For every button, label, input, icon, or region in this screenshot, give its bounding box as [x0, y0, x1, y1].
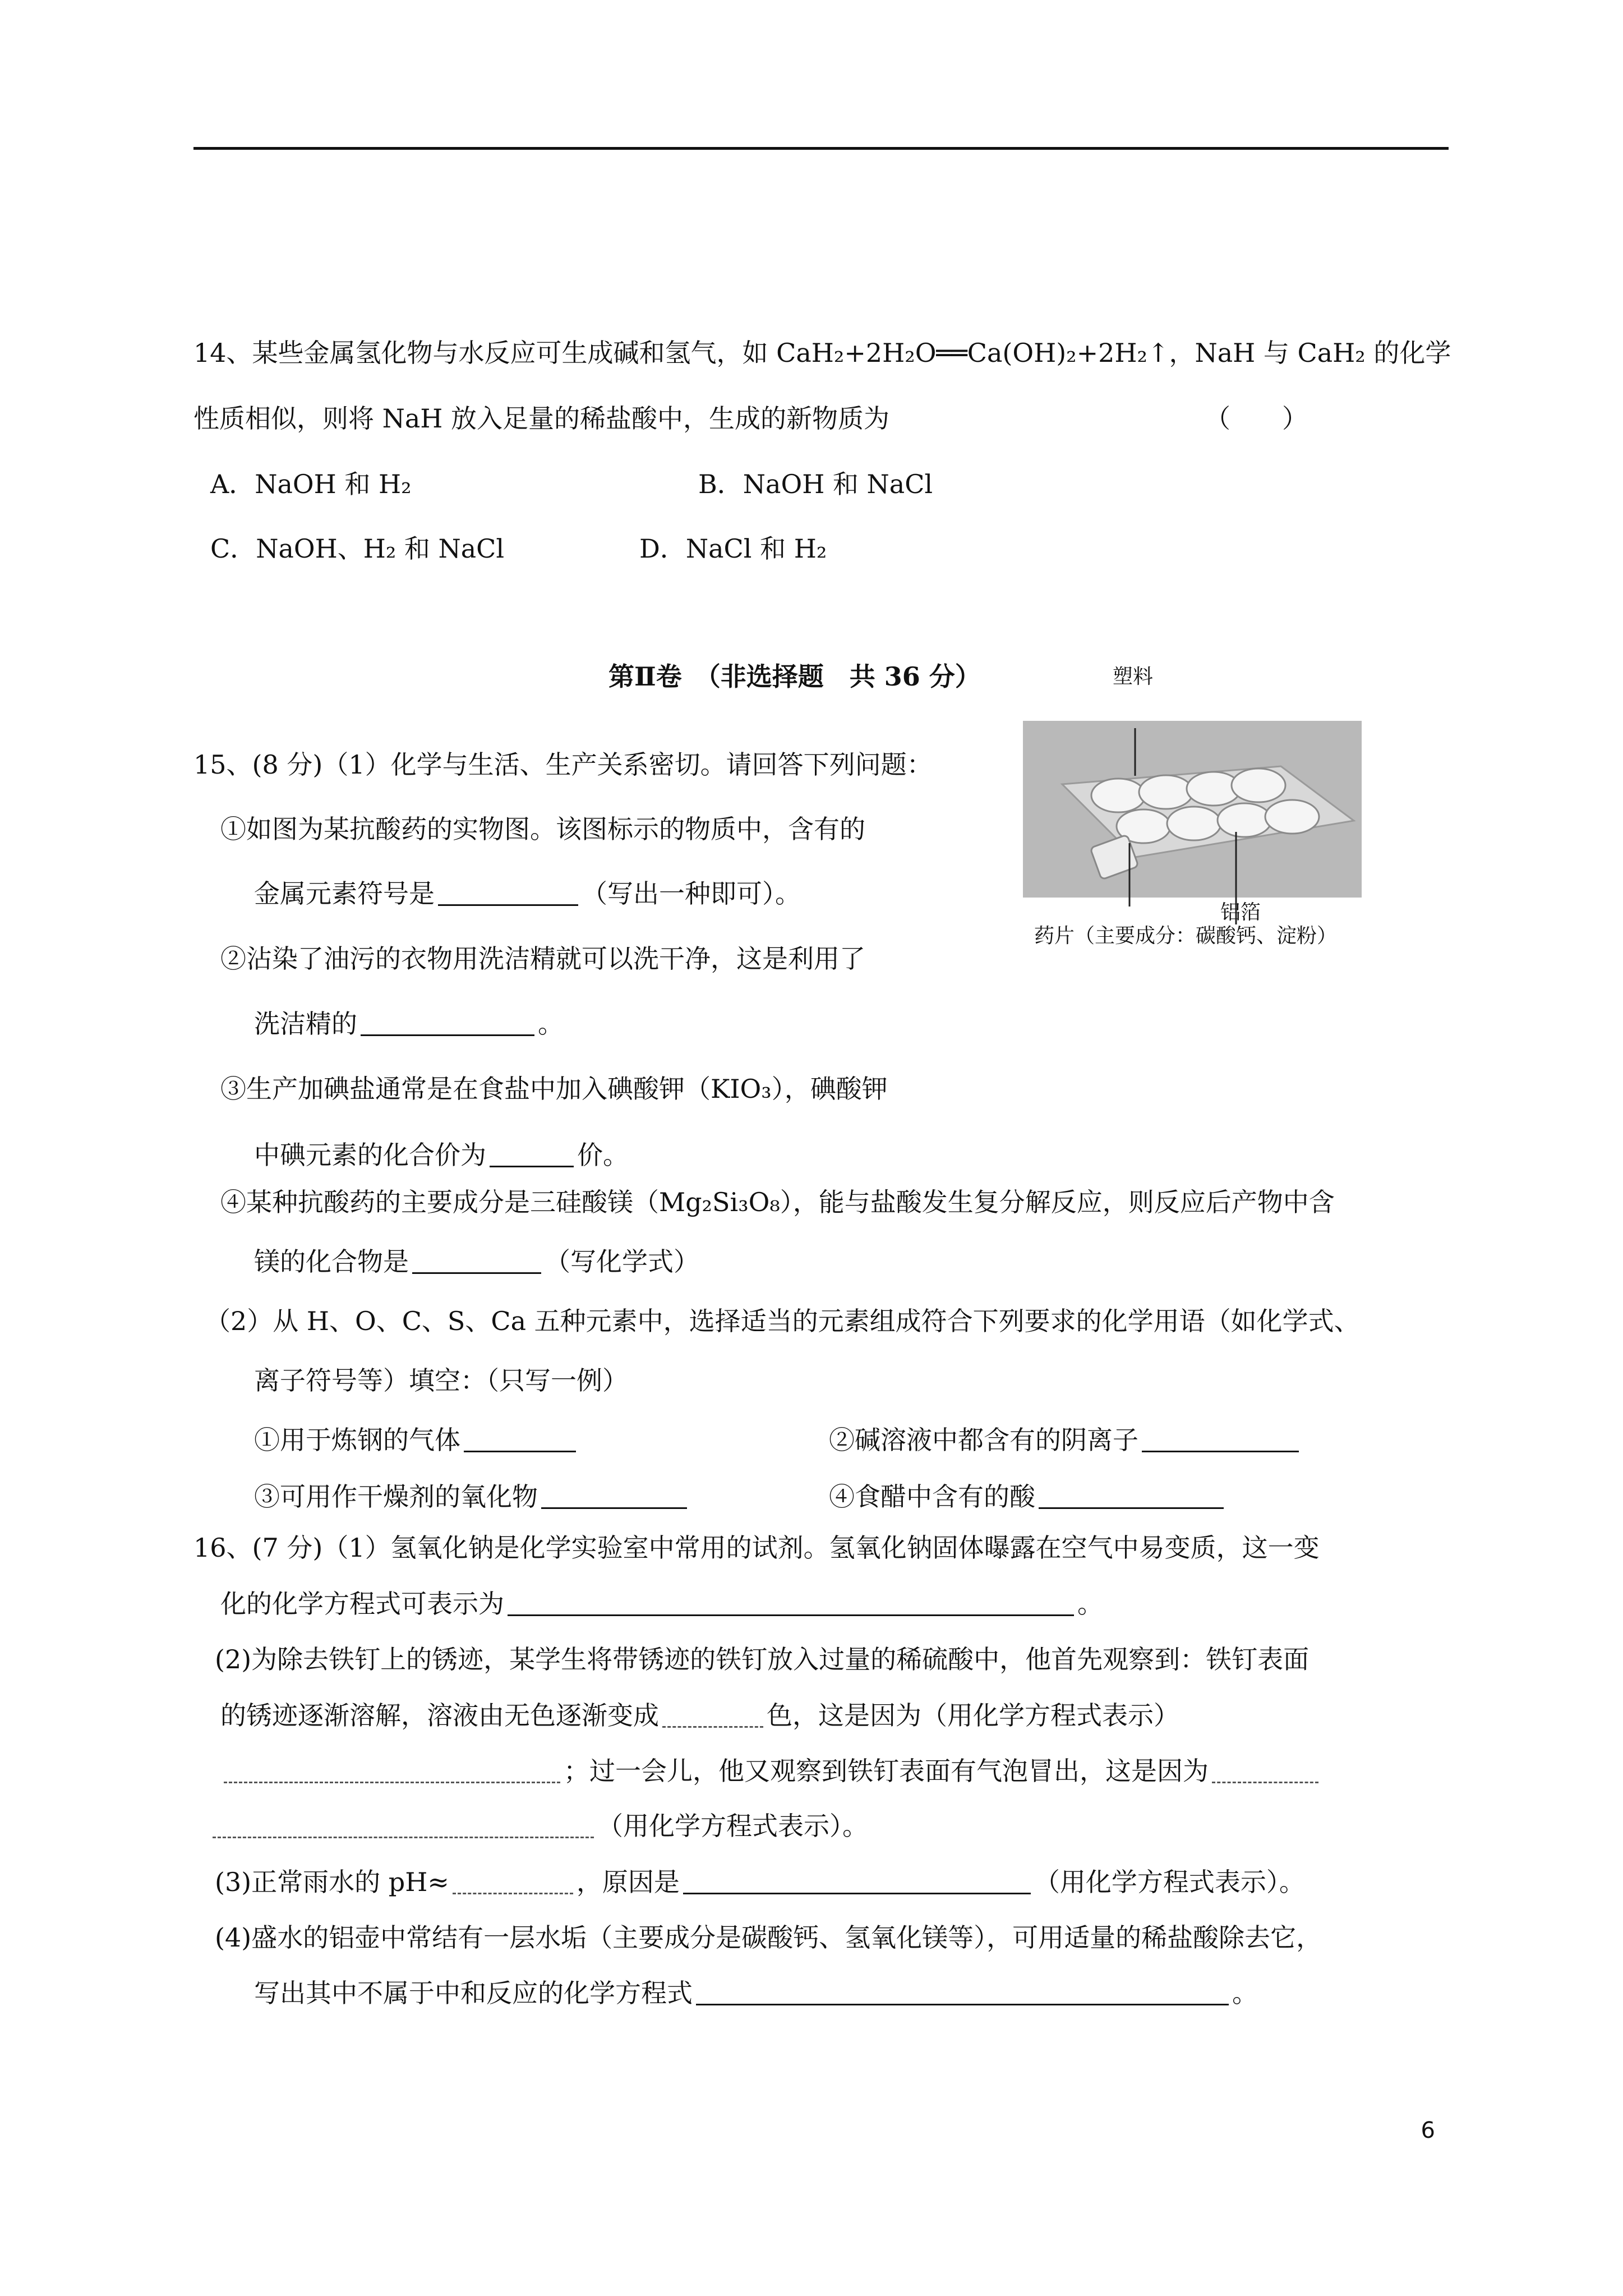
page-number: 6	[1421, 2118, 1435, 2143]
q15-sub3-answer-blank[interactable]	[541, 1485, 687, 1509]
q15-sub3	[254, 1481, 690, 1512]
q16-part1-prefix: 化的化学方程式可表示为	[220, 1589, 504, 1619]
q15-item3-prefix: 中碘元素的化合价为	[254, 1140, 486, 1170]
q16-part1-equation-blank[interactable]	[508, 1592, 1074, 1616]
tablet	[1139, 775, 1193, 809]
q16-part4-line2	[254, 1980, 1258, 2006]
q15-sub2-label: ②碱溶液中都含有的阴离子	[829, 1425, 1138, 1455]
q15-item3-answer-blank[interactable]	[490, 1143, 574, 1167]
q15-item1-line2	[254, 878, 801, 909]
q15-sub4-answer-blank[interactable]	[1039, 1485, 1224, 1509]
q16-part2-color-blank[interactable]	[662, 1704, 763, 1728]
q15-sub2	[829, 1427, 1302, 1453]
figure-label-plastic: 塑料	[1113, 665, 1154, 688]
q16-part3-prefix: (3)正常雨水的 pH≈	[215, 1867, 449, 1897]
q16-part4-line1: (4)盛水的铝壶中常结有一层水垢（主要成分是碳酸钙、氢氧化镁等），可用适量的稀盐酸除去它，	[215, 1922, 1322, 1953]
q16-part3-middle: ，原因是	[576, 1867, 680, 1897]
q15-part2-line2: 离子符号等）填空：（只写一例）	[254, 1365, 628, 1396]
q16-part2-line4	[209, 1813, 868, 1839]
q15-item2-suffix: 。	[538, 1009, 564, 1039]
q16-part2-end: （用化学方程式表示）。	[597, 1811, 868, 1841]
q15-sub1-answer-blank[interactable]	[464, 1428, 576, 1452]
q15-item4-suffix: （写化学式）	[545, 1246, 699, 1277]
q14-option-c: C．NaOH、H₂ 和 NaCl	[210, 533, 505, 564]
q15-sub1-label: ①用于炼钢的气体	[254, 1425, 460, 1455]
q15-part2-line1: （2）从 H、O、C、S、Ca 五种元素中，选择适当的元素组成符合下列要求的化学用语（如化学式、	[205, 1306, 1360, 1336]
q16-part3-ph-blank[interactable]	[453, 1870, 573, 1894]
q14-option-d: D．NaCl 和 H₂	[639, 533, 827, 564]
q15-item4-answer-blank[interactable]	[412, 1250, 541, 1274]
q14-stem-line1: 14、某些金属氢化物与水反应可生成碱和氢气，如 CaH₂+2H₂O══Ca(OH)₂+2H₂↑，NaH 与 CaH₂ 的化学	[193, 338, 1451, 368]
q15-item1-suffix: （写出一种即可）。	[582, 878, 801, 909]
blister-pack-image	[1023, 689, 1371, 942]
q15-item1-line1: ①如图为某抗酸药的实物图。该图标示的物质中，含有的	[220, 814, 865, 844]
q14-option-b: B．NaOH 和 NaCl	[698, 469, 933, 499]
q16-part1-suffix: 。	[1077, 1589, 1103, 1619]
tablet	[1218, 803, 1271, 837]
q15-item4-line2	[254, 1246, 699, 1277]
tablet	[1091, 779, 1145, 812]
q14-option-a: A．NaOH 和 H₂	[210, 469, 412, 499]
q15-sub3-label: ③可用作干燥剂的氧化物	[254, 1481, 538, 1512]
q15-item2-answer-blank[interactable]	[361, 1012, 534, 1036]
header-rule	[193, 147, 1449, 150]
q16-part3-suffix: （用化学方程式表示）。	[1034, 1867, 1305, 1897]
section-title: 第Ⅱ卷 （非选择题 共 36 分）	[608, 661, 981, 692]
q16-part2-equation2-blank-a[interactable]	[1212, 1759, 1318, 1783]
q16-part2-middle: ；过一会儿，他又观察到铁钉表面有气泡冒出，这是因为	[564, 1756, 1209, 1786]
q15-item2-line1: ②沾染了油污的衣物用洗洁精就可以洗干净，这是利用了	[220, 944, 865, 974]
q15-item3-line2	[254, 1142, 629, 1168]
figure-label-foil: 铝箔	[1220, 901, 1261, 924]
tablet	[1167, 807, 1221, 840]
q14-stem-line2: 性质相似，则将 NaH 放入足量的稀盐酸中，生成的新物质为	[193, 403, 890, 434]
q15-item2-line2	[254, 1011, 564, 1037]
q16-part2-equation2-blank-b[interactable]	[213, 1814, 594, 1838]
q16-part4-suffix: 。	[1232, 1978, 1258, 2008]
antacid-blister-figure	[1023, 665, 1371, 947]
q16-part2-line3	[220, 1758, 1322, 1784]
figure-caption: 药片（主要成分：碳酸钙、淀粉）	[1034, 924, 1338, 947]
q15-sub4-label: ④食醋中含有的酸	[829, 1481, 1035, 1512]
q16-part3-equation-blank[interactable]	[683, 1870, 1031, 1894]
q16-part4-equation-blank[interactable]	[696, 1981, 1229, 2005]
tablet	[1232, 769, 1285, 802]
q16-part1-line2	[220, 1591, 1103, 1617]
q14-answer-bracket: （ ）	[1205, 403, 1308, 434]
q15-sub4	[829, 1481, 1227, 1512]
q15-sub1	[254, 1427, 579, 1453]
tablet	[1265, 800, 1319, 834]
q16-part2-suffix: 色，这是因为（用化学方程式表示）	[767, 1700, 1179, 1731]
q16-line1: 16、(7 分)（1）氢氧化钠是化学实验室中常用的试剂。氢氧化钠固体曝露在空气中易变质，这一变	[193, 1533, 1320, 1563]
q16-part2-line1: (2)为除去铁钉上的锈迹，某学生将带锈迹的铁钉放入过量的稀硫酸中，他首先观察到：铁钉表面	[215, 1644, 1310, 1674]
q16-part2-prefix: 的锈迹逐渐溶解，溶液由无色逐渐变成	[220, 1700, 659, 1731]
q15-item3-line1: ③生产加碘盐通常是在食盐中加入碘酸钾（KIO₃），碘酸钾	[220, 1074, 888, 1104]
q15-item2-prefix: 洗洁精的	[254, 1009, 357, 1039]
q15-sub2-answer-blank[interactable]	[1142, 1428, 1299, 1452]
q15-intro: 15、(8 分)（1）化学与生活、生产关系密切。请回答下列问题：	[193, 749, 933, 780]
q15-item1-answer-blank[interactable]	[438, 882, 578, 906]
q16-part2-equation1-blank[interactable]	[224, 1759, 560, 1783]
q15-item4-line1: ④某种抗酸药的主要成分是三硅酸镁（Mg₂Si₃O₈），能与盐酸发生复分解反应，则反应后产物中含	[220, 1187, 1335, 1217]
q15-item4-prefix: 镁的化合物是	[254, 1246, 409, 1277]
q16-part3-line	[215, 1869, 1305, 1895]
q16-part2-line2	[220, 1700, 1179, 1731]
q16-part4-prefix: 写出其中不属于中和反应的化学方程式	[254, 1978, 693, 2008]
q15-item1-prefix: 金属元素符号是	[254, 878, 435, 909]
q15-item3-suffix: 价。	[577, 1140, 629, 1170]
